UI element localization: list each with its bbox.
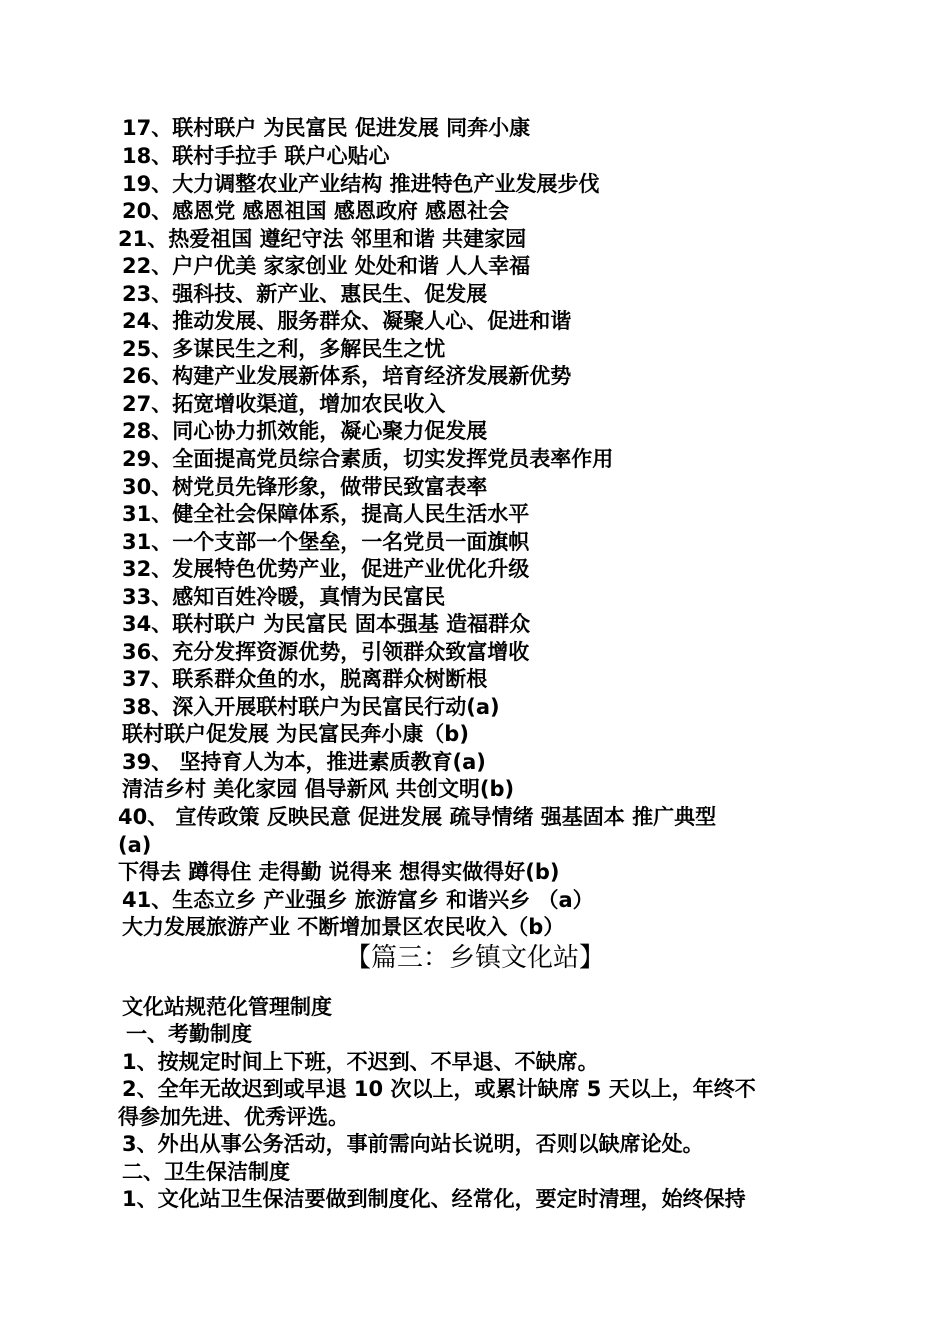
regulation-line: 3、外出从事公务活动，事前需向站长说明，否则以缺席论处。 <box>122 1132 704 1156</box>
section-heading: 【篇三：乡镇文化站】 <box>344 943 605 973</box>
slogan-line: 19、大力调整农业产业结构 推进特色产业发展步伐 <box>122 172 600 196</box>
slogan-line: 28、同心协力抓效能，凝心聚力促发展 <box>122 419 488 443</box>
slogan-line: 38、深入开展联村联户为民富民行动(a) <box>122 695 500 719</box>
slogan-line: (a) <box>118 833 152 857</box>
slogan-line: 联村联户促发展 为民富民奔小康（b) <box>122 722 469 746</box>
slogan-line: 清洁乡村 美化家园 倡导新风 共创文明(b) <box>122 777 515 801</box>
slogan-line: 下得去 蹲得住 走得勤 说得来 想得实做得好(b) <box>118 860 560 884</box>
slogan-line: 40、 宣传政策 反映民意 促进发展 疏导情绪 强基固本 推广典型 <box>118 805 717 829</box>
regulation-line: 2、全年无故迟到或早退 10 次以上，或累计缺席 5 天以上，年终不 <box>122 1077 756 1101</box>
slogan-line: 26、构建产业发展新体系，培育经济发展新优势 <box>122 364 572 388</box>
slogan-line: 41、生态立乡 产业强乡 旅游富乡 和谐兴乡 （a） <box>122 888 594 912</box>
slogan-line: 17、联村联户 为民富民 促进发展 同奔小康 <box>122 116 531 140</box>
slogan-line: 21、热爱祖国 遵纪守法 邻里和谐 共建家园 <box>118 227 527 251</box>
slogan-line: 34、联村联户 为民富民 固本强基 造福群众 <box>122 612 531 636</box>
slogan-line: 31、一个支部一个堡垒，一名党员一面旗帜 <box>122 530 530 554</box>
slogan-line: 31、健全社会保障体系，提高人民生活水平 <box>122 502 530 526</box>
slogan-line: 22、户户优美 家家创业 处处和谐 人人幸福 <box>122 254 531 278</box>
slogan-line: 25、多谋民生之利，多解民生之忧 <box>122 337 446 361</box>
slogan-line: 20、感恩党 感恩祖国 感恩政府 感恩社会 <box>122 199 510 223</box>
regulation-section-heading: 二、卫生保洁制度 <box>122 1160 290 1184</box>
slogan-line: 18、联村手拉手 联户心贴心 <box>122 144 390 168</box>
slogan-line: 32、发展特色优势产业，促进产业优化升级 <box>122 557 530 581</box>
slogan-line: 33、感知百姓冷暖，真情为民富民 <box>122 585 446 609</box>
regulation-line: 1、按规定时间上下班，不迟到、不早退、不缺席。 <box>122 1050 599 1074</box>
slogan-line: 27、拓宽增收渠道，增加农民收入 <box>122 392 446 416</box>
slogan-line: 23、强科技、新产业、惠民生、促发展 <box>122 282 488 306</box>
slogan-line: 36、充分发挥资源优势，引领群众致富增收 <box>122 640 530 664</box>
regulation-line: 1、文化站卫生保洁要做到制度化、经常化，要定时清理，始终保持 <box>122 1187 746 1211</box>
regulation-title: 文化站规范化管理制度 <box>122 995 332 1019</box>
regulation-section-heading: 一、考勤制度 <box>126 1022 252 1046</box>
slogan-line: 24、推动发展、服务群众、凝聚人心、促进和谐 <box>122 309 572 333</box>
slogan-line: 30、树党员先锋形象，做带民致富表率 <box>122 475 488 499</box>
regulation-line: 得参加先进、优秀评选。 <box>118 1105 349 1129</box>
slogan-line: 39、 坚持育人为本，推进素质教育(a) <box>122 750 486 774</box>
slogan-line: 大力发展旅游产业 不断增加景区农民收入（b） <box>122 915 565 939</box>
slogan-line: 29、全面提高党员综合素质，切实发挥党员表率作用 <box>122 447 614 471</box>
slogan-line: 37、联系群众鱼的水，脱离群众树断根 <box>122 667 488 691</box>
